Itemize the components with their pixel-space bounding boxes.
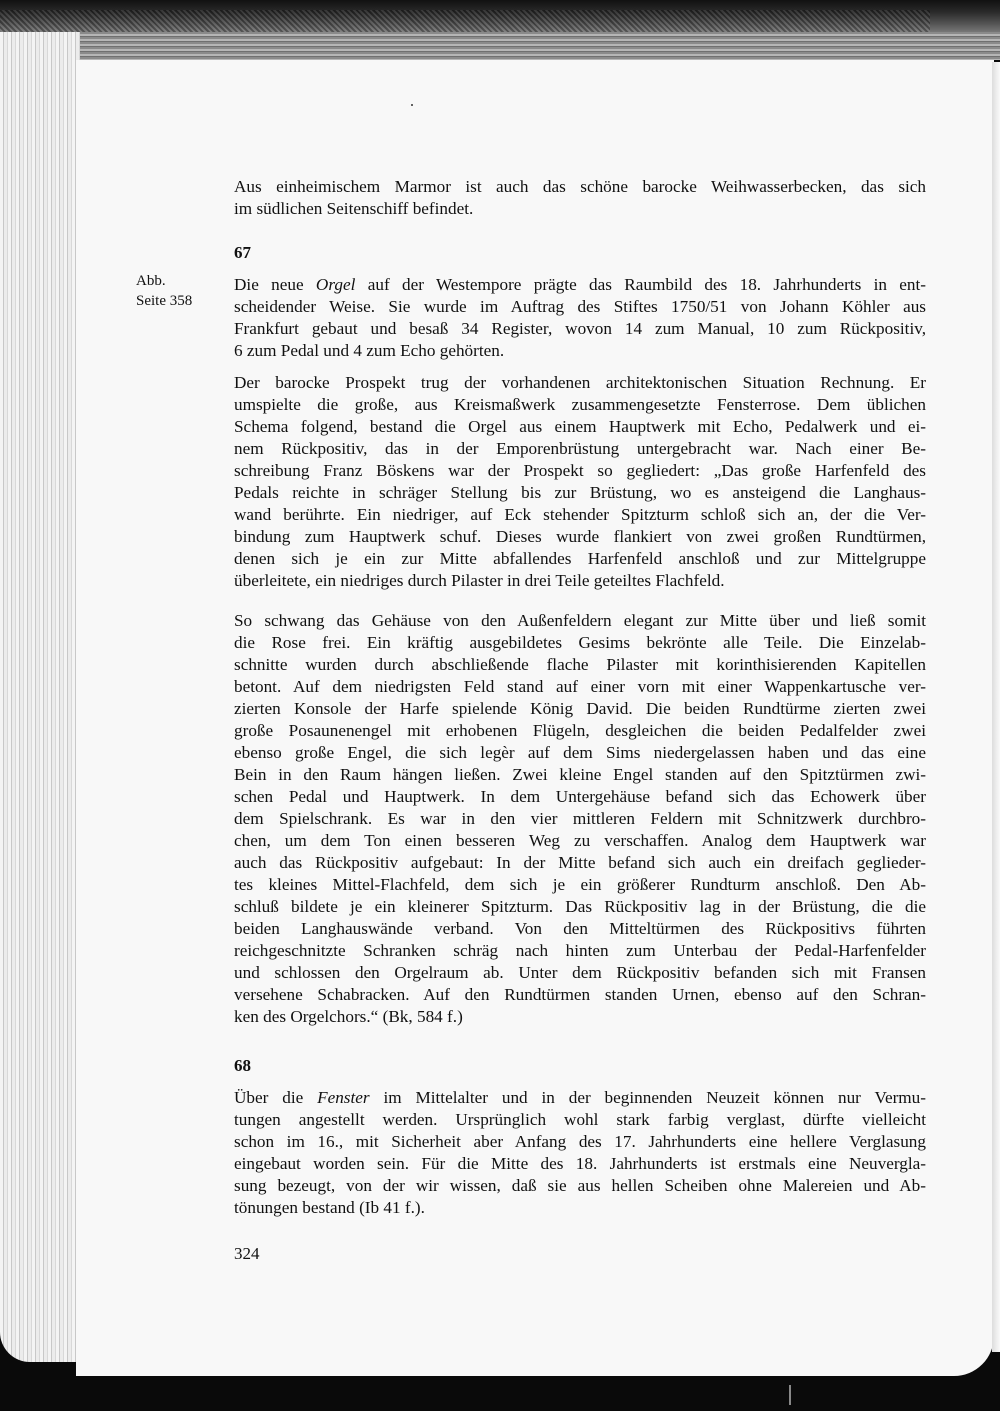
- margin-note-line: Seite 358: [136, 293, 193, 309]
- text-line: dem Spielschrank. Es war in den vier mittleren Feldern mit Schnitzwerk durchbro-: [234, 809, 926, 828]
- page-edges-top: [0, 32, 1000, 60]
- text-line: reichgeschnitzte Schranken schräg nach hinten zum Unterbau der Pedal-Harfenfelder: [234, 941, 926, 960]
- emphasis-fenster: Fenster: [317, 1088, 370, 1107]
- text-line: wand berührte. Ein niedriger, auf Eck stehender Spitzturm schloß sich an, der die Ver-: [234, 505, 926, 524]
- text-line: bindung zum Hauptwerk schuf. Dieses wurde flankiert von zwei großen Rundtürmen,: [234, 527, 926, 546]
- margin-note-figure-ref: [136, 271, 192, 311]
- text-line: ken des Orgelchors.“ (Bk, 584 f.): [234, 1007, 463, 1026]
- section-number-68: 68: [234, 1056, 251, 1075]
- text-line: schluß bildete je ein kleinerer Spitzturm. Das Rückpositiv lag in der Brüstung, die die: [234, 897, 926, 916]
- text-line: ebenso große Engel, die sich legèr auf dem Sims niedergelassen haben und das eine: [234, 743, 926, 762]
- text-line: Bein in den Raum hängen ließen. Zwei kleine Engel standen auf den Spitztürmen zwi-: [234, 765, 926, 784]
- text-line: im südlichen Seitenschiff befindet.: [234, 199, 474, 218]
- text-line: schon im 16., mit Sicherheit aber Anfang des 17. Jahrhunderts eine hellere Verglasung: [234, 1132, 926, 1151]
- text-line: versehene Schabracken. Auf den Rundtürmen standen Urnen, ebenso auf den Schran-: [234, 985, 926, 1004]
- text-line: nem Rückpositiv, das in der Emporenbrüstung untergebracht war. Nach einer Be-: [234, 439, 926, 458]
- section-68-paragraph-1: [234, 1087, 926, 1219]
- text-line: scheidender Weise. Sie wurde im Auftrag des Stiftes 1750/51 von Johann Köhler aus: [234, 297, 926, 316]
- margin-note-line: Abb.: [136, 273, 166, 289]
- text-line: und schlossen den Orgelraum ab. Unter dem Rückpositiv befanden sich mit Fransen: [234, 963, 926, 982]
- section-67-paragraph-3: [234, 610, 926, 1028]
- text-line: umspielte die große, aus Kreismaßwerk zusammengesetzte Fensterrose. Dem üblichen: [234, 395, 926, 414]
- text-line: chen, um dem Ton einen besseren Weg zu verschaffen. Analog dem Hauptwerk war: [234, 831, 926, 850]
- text-line: überleitete, ein niedriges durch Pilaster in drei Teile geteiltes Flachfeld.: [234, 571, 725, 590]
- text-line: die Rose frei. Ein kräftig ausgebildetes Gesims bekrönte alle Teile. Die Einzelab-: [234, 633, 926, 652]
- text-line: denen sich je ein zur Mitte abfallendes Harfenfeld anschloß und zur Mittelgruppe: [234, 549, 926, 568]
- text-line: betont. Auf dem niedrigsten Feld stand auf einer vorn mit einer Wappenkartusche ver-: [234, 677, 926, 696]
- text-line: beiden Langhauswände verband. Von den Mitteltürmen des Rückpositivs führten: [234, 919, 926, 938]
- emphasis-orgel: Orgel: [315, 275, 356, 294]
- text-line: Frankfurt gebaut und besaß 34 Register, wovon 14 zum Manual, 10 zum Rückpositiv,: [234, 319, 926, 338]
- intro-paragraph: [234, 176, 926, 220]
- text-line: tes kleines Mittel-Flachfeld, dem sich je ein größerer Rundturm anschloß. Den Ab-: [234, 875, 926, 894]
- text-line: 6 zum Pedal und 4 zum Echo gehörten.: [234, 341, 505, 360]
- text-line: Der barocke Prospekt trug der vorhandenen architektonischen Situation Rechnung. Er: [234, 373, 926, 392]
- speck: [411, 104, 413, 106]
- text-line: schnitte wurden durch abschließende flache Pilaster mit korinthisierenden Kapitellen: [234, 655, 926, 674]
- book-cover-texture: [0, 10, 930, 34]
- section-number-67: 67: [234, 243, 251, 262]
- text-line: Schema folgend, bestand die Orgel aus einem Hauptwerk mit Echo, Pedalwerk und ei-: [234, 417, 926, 436]
- text-line: schreibung Franz Böskens war der Prospekt so gegliedert: „Das große Harfenfeld des: [234, 461, 926, 480]
- text-line: schen Pedal und Hauptwerk. In dem Untergehäuse befand sich das Echowerk über: [234, 787, 926, 806]
- scan-artifact: [789, 1385, 791, 1405]
- text-line: So schwang das Gehäuse von den Außenfeldern elegant zur Mitte über und ließ somit: [234, 611, 926, 630]
- text-line: eingebaut worden sein. Für die Mitte des 18. Jahrhunderts ist erstmals eine Neuvergla-: [234, 1154, 926, 1173]
- text-line: Aus einheimischem Marmor ist auch das schöne barocke Weihwasserbecken, das sich: [234, 177, 926, 196]
- text-line: sung bezeugt, von der wir wissen, daß sie aus hellen Scheiben ohne Malereien und Ab-: [234, 1176, 926, 1195]
- section-67-paragraph-1: [234, 274, 926, 362]
- page-number: 324: [234, 1244, 260, 1263]
- text-line: Pedals reichte in schräger Stellung bis zur Brüstung, wo es ansteigend die Langhaus-: [234, 483, 926, 502]
- page-stack-left: [0, 32, 80, 1362]
- text-segment: Die neue: [234, 275, 316, 294]
- text-segment: im Mittelalter und in der beginnenden Neuzeit können nur Vermu-: [369, 1088, 926, 1107]
- text-segment: auf der Westempore prägte das Raumbild des 18. Jahrhunderts in ent-: [355, 275, 927, 294]
- text-line: zierten Konsole der Harfe spielende König David. Die beiden Rundtürme zierten zwei: [234, 699, 926, 718]
- text-line: tungen angestellt werden. Ursprünglich wohl stark farbig verglast, dürfte vielleicht: [234, 1110, 926, 1129]
- text-line: auch das Rückpositiv aufgebaut: In der Mitte befand sich auch ein dreifach geglieder-: [234, 853, 926, 872]
- text-segment: Über die: [234, 1088, 318, 1107]
- text-line: [234, 274, 926, 296]
- section-67-paragraph-2: [234, 372, 926, 592]
- text-line: tönungen bestand (Ib 41 f.).: [234, 1198, 425, 1217]
- text-line: große Posaunenengel mit erhobenen Flügeln, desgleichen die beiden Pedalfelder zwei: [234, 721, 926, 740]
- page-edge-right: [992, 62, 1000, 1352]
- text-line: [234, 1087, 926, 1109]
